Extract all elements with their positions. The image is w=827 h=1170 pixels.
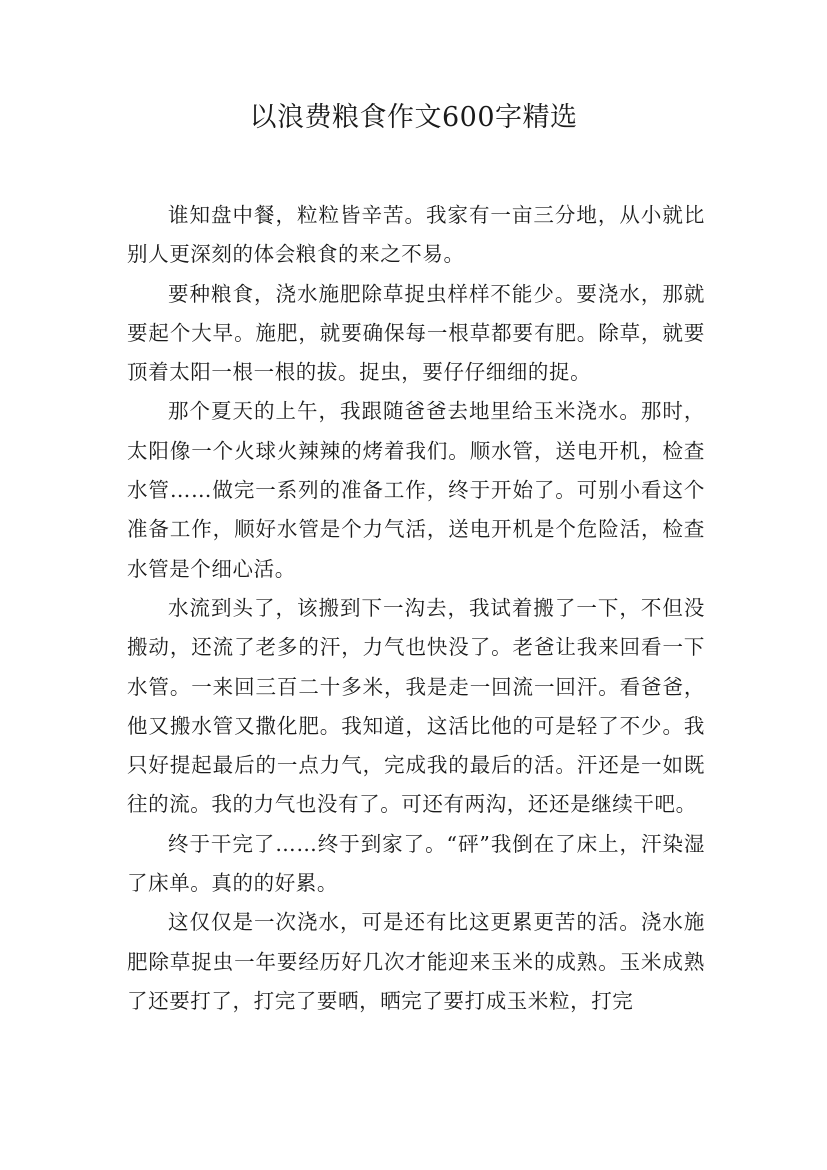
paragraph: 那个夏天的上午，我跟随爸爸去地里给玉米浇水。那时，太阳像一个火球火辣辣的烤着我们。顺水管，送电开机，检查水管……做完一系列的准备工作，终于开始了。可别小看这个准备工作，顺好水管是个力气活，送电开机是个危险活，检查水管是个细心活。 xyxy=(127,399,705,581)
paragraph: 终于干完了……终于到家了。“砰”我倒在了床上，汗染湿了床单。真的的好累。 xyxy=(127,831,705,896)
paragraph: 这仅仅是一次浇水，可是还有比这更累更苦的活。浇水施肥除草捉虫一年要经历好几次才能迎来玉米的成熟。玉米成熟了还要打了，打完了要晒，晒完了要打成玉米粒，打完 xyxy=(127,910,705,1013)
document-body xyxy=(127,196,705,1021)
document-title: 以浪费粮食作文600字精选 xyxy=(249,102,578,133)
paragraph: 要种粮食，浇水施肥除草捉虫样样不能少。要浇水，那就要起个大早。施肥，就要确保每一根草都要有肥。除草，就要顶着太阳一根一根的拔。捉虫，要仔仔细细的捉。 xyxy=(127,281,705,385)
paragraph: 水流到头了，该搬到下一沟去，我试着搬了一下，不但没搬动，还流了老多的汗，力气也快没了。老爸让我来回看一下水管。一来回三百二十多米，我是走一回流一回汗。看爸爸，他又搬水管又撒化肥。我知道，这活比他的可是轻了不少。我只好提起最后的一点力气，完成我的最后的活。汗还是一如既往的流。我的力气也没有了。可还有两沟，还还是继续干吧。 xyxy=(127,595,705,817)
paragraph: 谁知盘中餐，粒粒皆辛苦。我家有一亩三分地，从小就比别人更深刻的体会粮食的来之不易。 xyxy=(127,203,705,267)
